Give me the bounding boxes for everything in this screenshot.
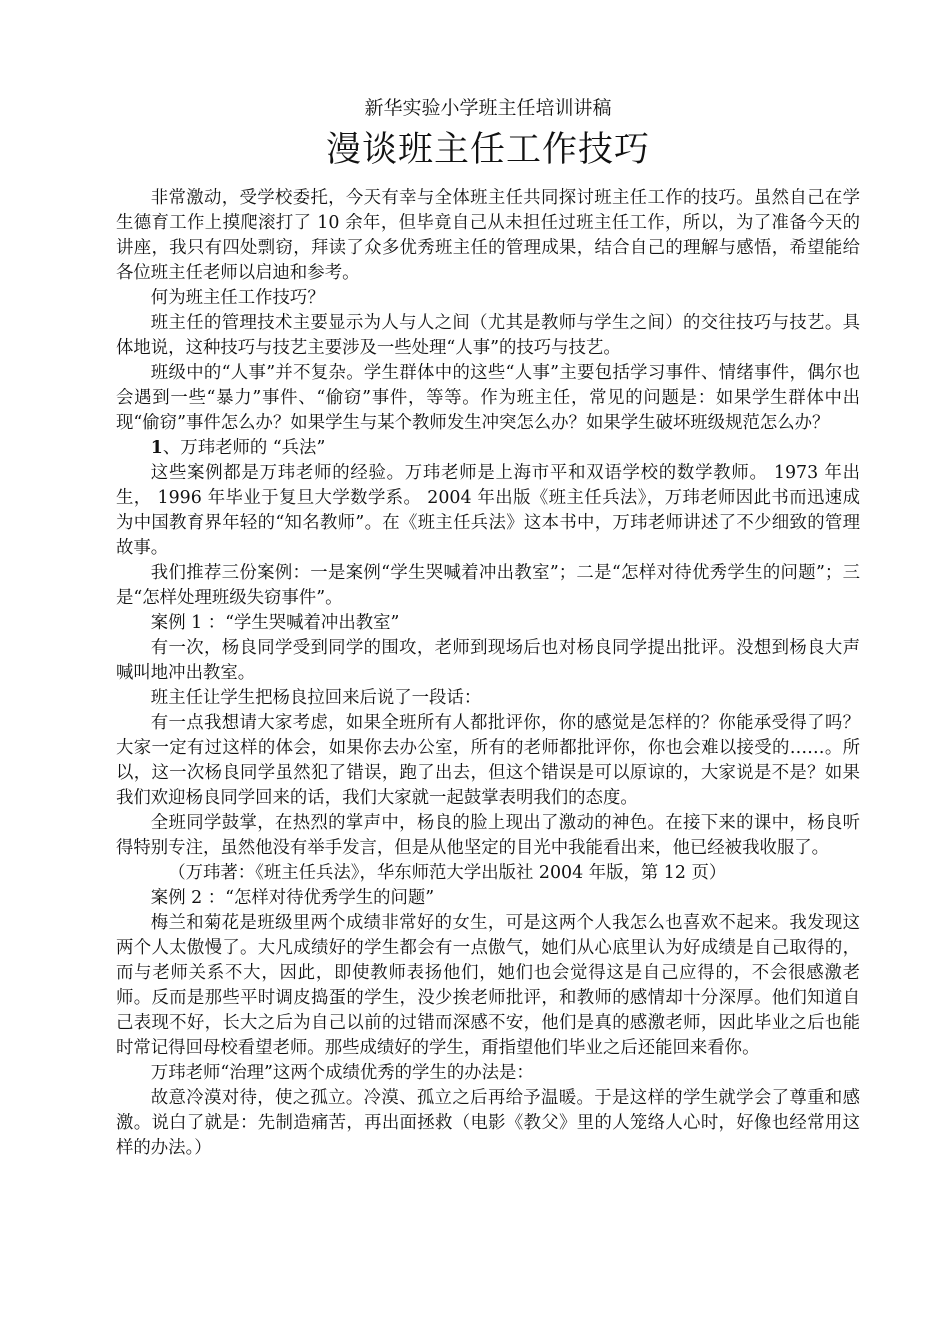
section-number: 1: [150, 438, 163, 458]
case-1-heading: 案例 1 ：“学生哭喊着冲出教室”: [150, 613, 400, 633]
citation: （万玮著：《班主任兵法》，华东师范大学出版社 2004 年版，第 12 页）: [168, 863, 727, 883]
paragraph-case-2-story: 梅兰和菊花是班级里两个成绩非常好的女生，可是这两个人我怎么也喜欢不起来。我发现这两个人太傲慢了。大凡成绩好的学生都会有一点傲气，她们从心底里认为好成绩是自己取得的，而与老师关系不大，因此，即使教师表扬他们，她们也会觉得这是自己应得的，不会很感激老师。反而是那些平时调皮捣蛋的学生，没少挨老师批评，和教师的感情却十分深厚。他们知道自己表现不好，长大之后为自己以前的过错而深感不安，他们是真的感激老师，因此毕业之后也能时常记得回母校看望老师。那些成绩好的学生，甭指望他们毕业之后还能回来看你。: [116, 913, 860, 1058]
paragraph-class-affairs: 班级中的“人事”并不复杂。学生群体中的这些“人事”主要包括学习事件、情绪事件，偶尔也会遇到一些“暴力”事件、“偷窃”事件，等等。作为班主任，常见的问题是：如果学生群体中出现“偷窃”事件怎么办？如果学生与某个教师发生冲突怎么办？如果学生破坏班级规范怎么办？: [116, 363, 860, 433]
paragraph-wan-wei-bio: 这些案例都是万玮老师的经验。万玮老师是上海市平和双语学校的数学教师。 1973 年出生， 1996 年毕业于复旦大学数学系。 2004 年出版《班主任兵法》，万玮老师因此书而迅速成为中国教育界年轻的“知名教师”。在《班主任兵法》这本书中，万玮老师讲述了不少细致的管理故事。: [116, 463, 860, 558]
paragraph-question: 何为班主任工作技巧？: [150, 288, 325, 308]
paragraph-case-1-story: 有一次，杨良同学受到同学的围攻，老师到现场后也对杨良同学提出批评。没想到杨良大声喊叫地冲出教室。: [116, 638, 860, 683]
section-heading-text: 、万玮老师的 “兵法”: [162, 438, 326, 458]
paragraph-case-2-method-intro: 万玮老师“治理”这两个成绩优秀的学生的办法是：: [150, 1063, 534, 1083]
section-heading-1: [116, 436, 860, 461]
paragraph-case-2-method: 故意冷漠对待，使之孤立。冷漠、孤立之后再给予温暖。于是这样的学生就学会了尊重和感激。说白了就是：先制造痛苦，再出面拯救（电影《教父》里的人笼络人心时，好像也经常用这样的办法。）: [116, 1088, 860, 1158]
paragraph-three-cases: 我们推荐三份案例：一是案例“学生哭喊着冲出教室”；二是“怎样对待优秀学生的问题”；三是“怎样处理班级失窃事件”。: [116, 563, 860, 608]
document-body: [116, 94, 860, 1161]
document-subtitle: 新华实验小学班主任培训讲稿: [364, 97, 612, 119]
case-2-heading: 案例 2 ：“怎样对待优秀学生的问题”: [150, 888, 435, 908]
document-title: 漫谈班主任工作技巧: [325, 130, 650, 170]
paragraph-teacher-speech-intro: 班主任让学生把杨良拉回来后说了一段话：: [150, 688, 482, 708]
paragraph-teacher-speech: 有一点我想请大家考虑，如果全班所有人都批评你，你的感觉是怎样的？你能承受得了吗？大家一定有过这样的体会，如果你去办公室，所有的老师都批评你，你也会难以接受的……。所以，这一次杨良同学虽然犯了错误，跑了出去，但这个错误是可以原谅的，大家说是不是？如果我们欢迎杨良同学回来的话，我们大家就一起鼓掌表明我们的态度。: [116, 713, 860, 808]
paragraph-definition: 班主任的管理技术主要显示为人与人之间（尤其是教师与学生之间）的交往技巧与技艺。具体地说，这种技巧与技艺主要涉及一些处理“人事”的技巧与技艺。: [116, 313, 860, 358]
paragraph-case-1-result: 全班同学鼓掌，在热烈的掌声中，杨良的脸上现出了激动的神色。在接下来的课中，杨良听得特别专注，虽然他没有举手发言，但是从他坚定的目光中我能看出来，他已经被我收服了。: [116, 813, 860, 858]
paragraph-intro: 非常激动，受学校委托，今天有幸与全体班主任共同探讨班主任工作的技巧。虽然自己在学生德育工作上摸爬滚打了 10 余年，但毕竟自己从未担任过班主任工作，所以，为了准备今天的讲座，我只有四处剽窃，拜读了众多优秀班主任的管理成果，结合自己的理解与感悟，希望能给各位班主任老师以启迪和参考。: [116, 188, 860, 283]
